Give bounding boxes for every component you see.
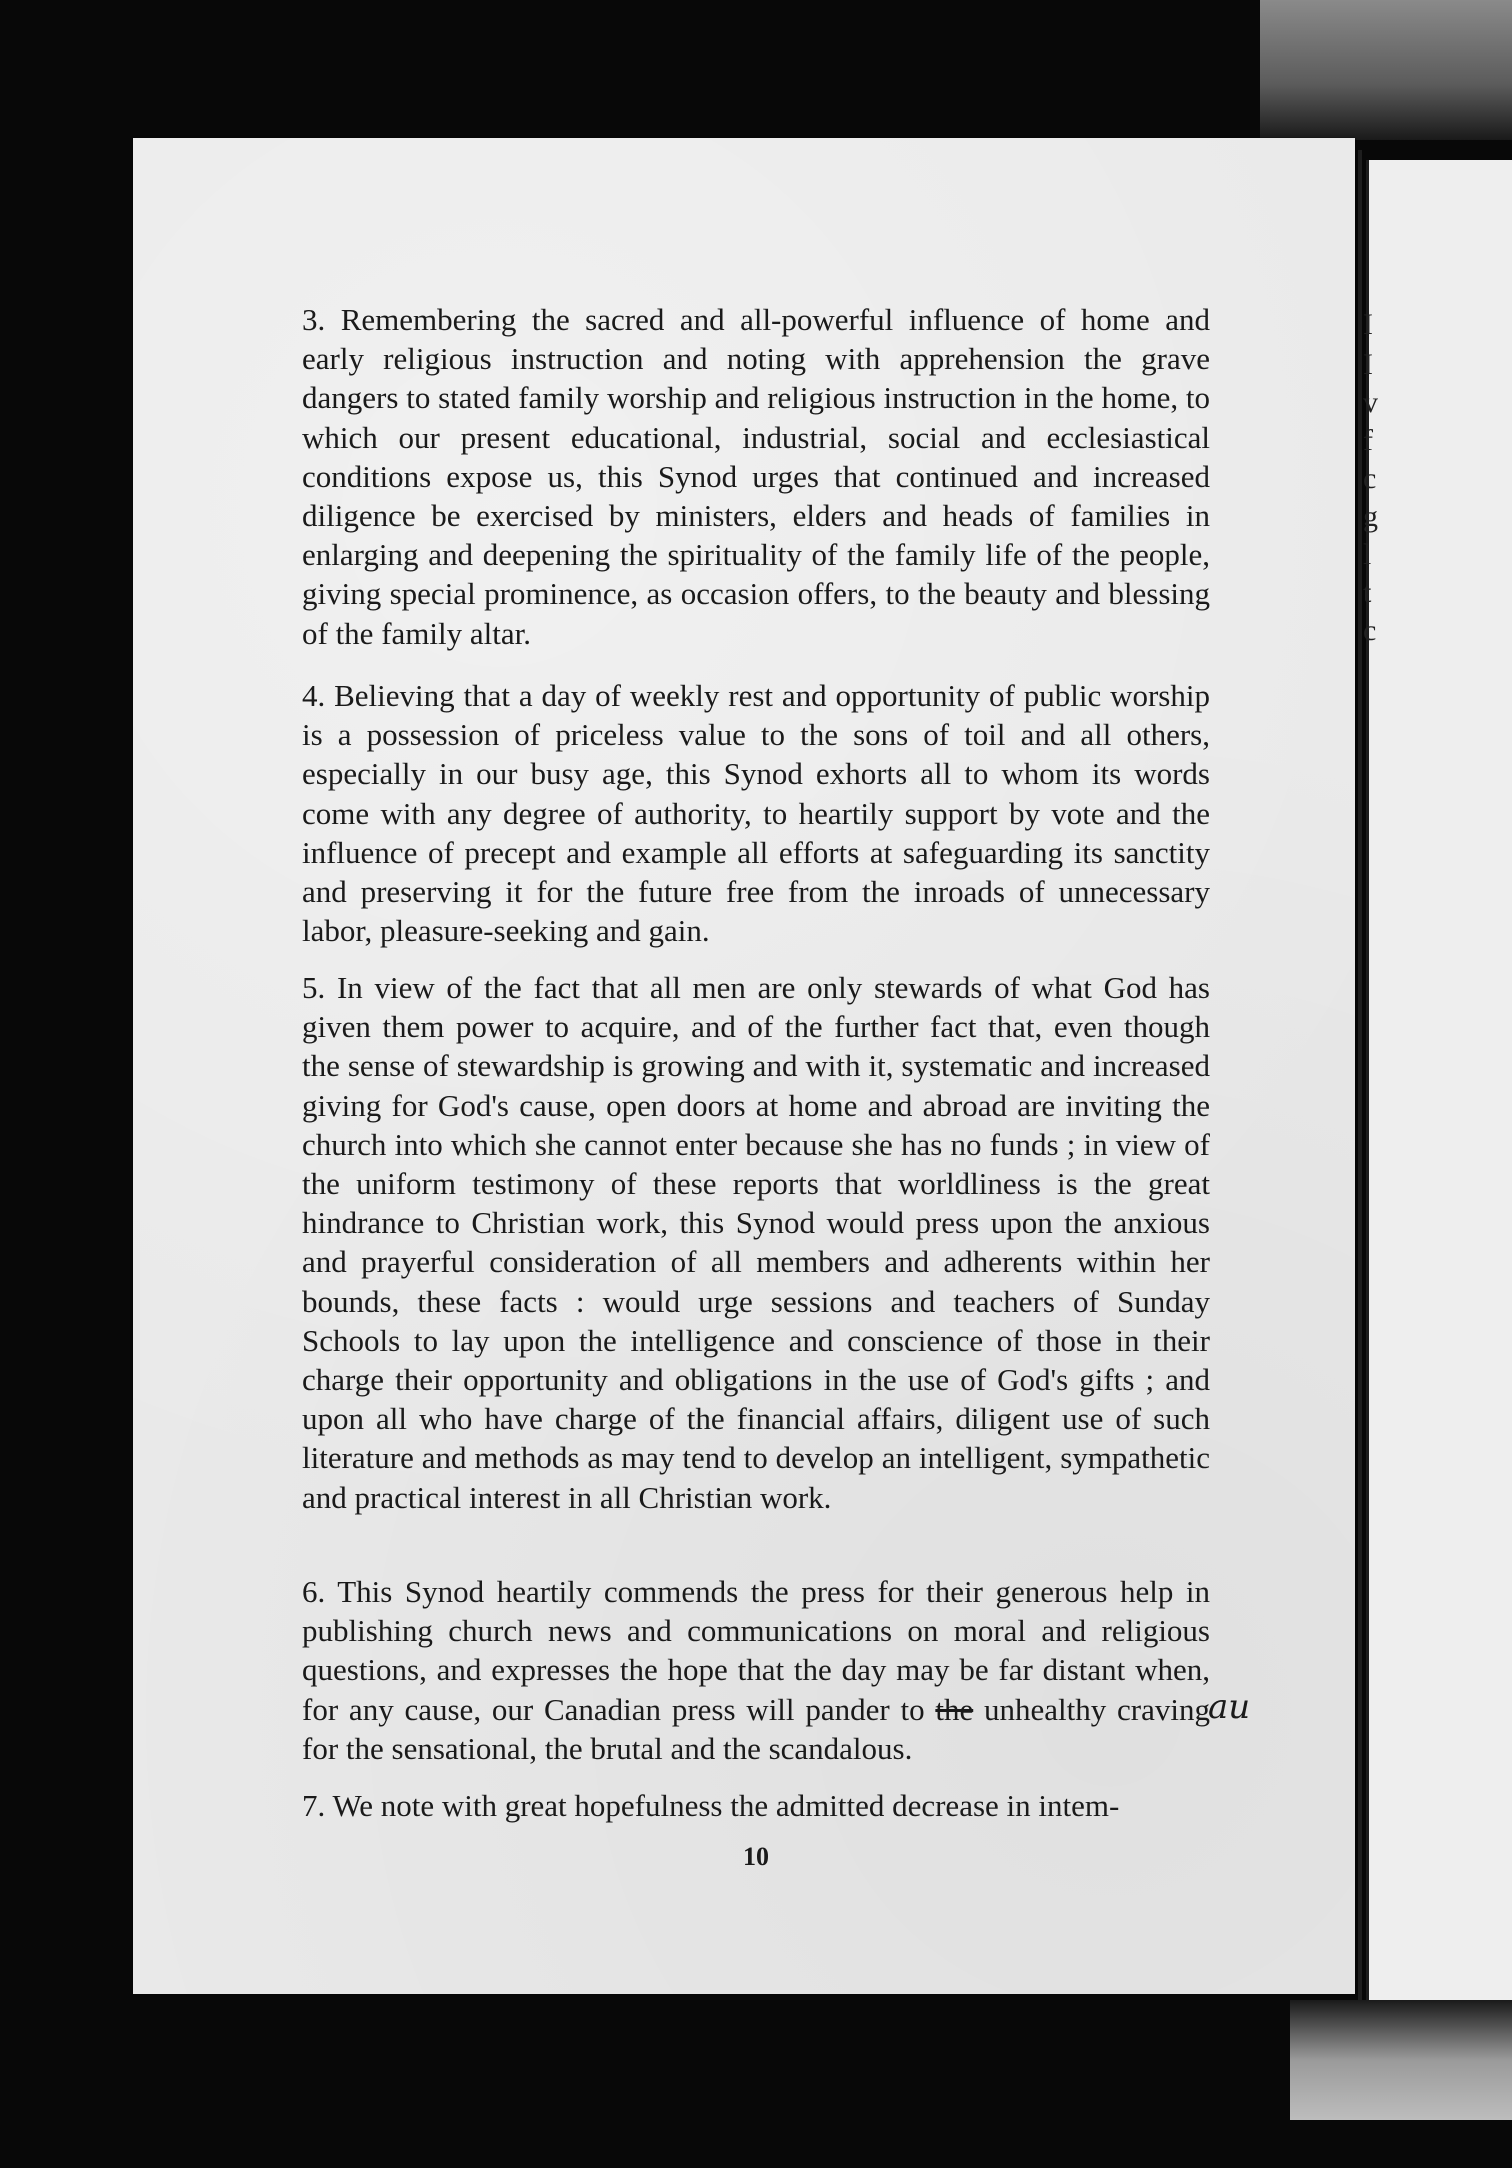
facing-page-fragment: t [1363, 576, 1372, 609]
paragraph-7: 7. We note with great hopefulness the admitted decrease in intem- [302, 1788, 1120, 1823]
facing-page-fragment: g [1363, 500, 1378, 533]
paragraph-6-text-after: unhealthy craving for the sensational, the brutal and the scandalous. [302, 1691, 1211, 1766]
page-number: 10 [743, 1842, 769, 1871]
handwritten-marginal-note: au [1208, 1687, 1251, 1727]
facing-page [1363, 160, 1512, 2000]
facing-page-fragment: v [1363, 386, 1378, 419]
facing-page-fragment: I [1363, 308, 1373, 341]
background-glare [1260, 0, 1512, 140]
paragraph-6-text-before: 6. This Synod heartily commends the press for their generous help in publishing church news and communications on moral and religious questions, and expresses the hope that the day may be far distant when, for any cause, our Canadian press will pander to [302, 1574, 1210, 1727]
paragraph-4: 4. Believing that a day of weekly rest and opportunity of public worship is a possession of priceless value to the sons of toil and all others, especially in our busy age, this Synod exhorts all to whom its words come with any degree of authority, to heartily support by vote and the influence of precept and example all efforts at safeguarding its sanctity and preserving it for the future free from the inroads of unnecessary labor, pleasure-seeking and gain. [302, 678, 1210, 949]
paragraph-6 [302, 1572, 1210, 1768]
struck-word: the [935, 1691, 974, 1727]
facing-page-fragment: f [1363, 424, 1373, 457]
binding-gutter [1358, 150, 1362, 2000]
paragraph-3: 3. Remembering the sacred and all-powerful influence of home and early religious instruction and noting with apprehension the grave dangers to stated family worship and religious instruction in the home, to which our present educational, industrial, social and ecclesiastical conditions expose us, this Synod urges that continued and increased diligence be exercised by ministers, elders and heads of families in enlarging and deepening the spirituality of the family life of the people, giving special prominence, as occasion offers, to the beauty and blessing of the family altar. [302, 302, 1210, 651]
facing-page-fragment: c [1363, 614, 1377, 647]
paragraph-5: 5. In view of the fact that all men are only stewards of what God has given them power to acquire, and of the further fact that, even though the sense of stewardship is growing and with it, systematic and increased giving for God's cause, open doors at home and abroad are inviting the church into which she cannot enter because she has no funds ; in view of the uniform testimony of these reports that worldliness is the great hindrance to Christian work, this Synod would press upon the anxious and prayerful consideration of all members and adherents within her bounds, these facts : would urge sessions and teachers of Sunday Schools to lay upon the intelligence and conscience of those in their charge their opportunity and obligations in the use of God's gifts ; and upon all who have charge of the financial affairs, diligent use of such literature and methods as may tend to develop an intelligent, sympathetic and practical interest in all Christian work. [302, 970, 1210, 1515]
facing-page-fragment: c [1363, 462, 1377, 495]
facing-page-fragment: l [1363, 538, 1372, 571]
background-glare-bottom [1290, 2000, 1512, 2120]
facing-page-fragment: I [1363, 348, 1373, 381]
